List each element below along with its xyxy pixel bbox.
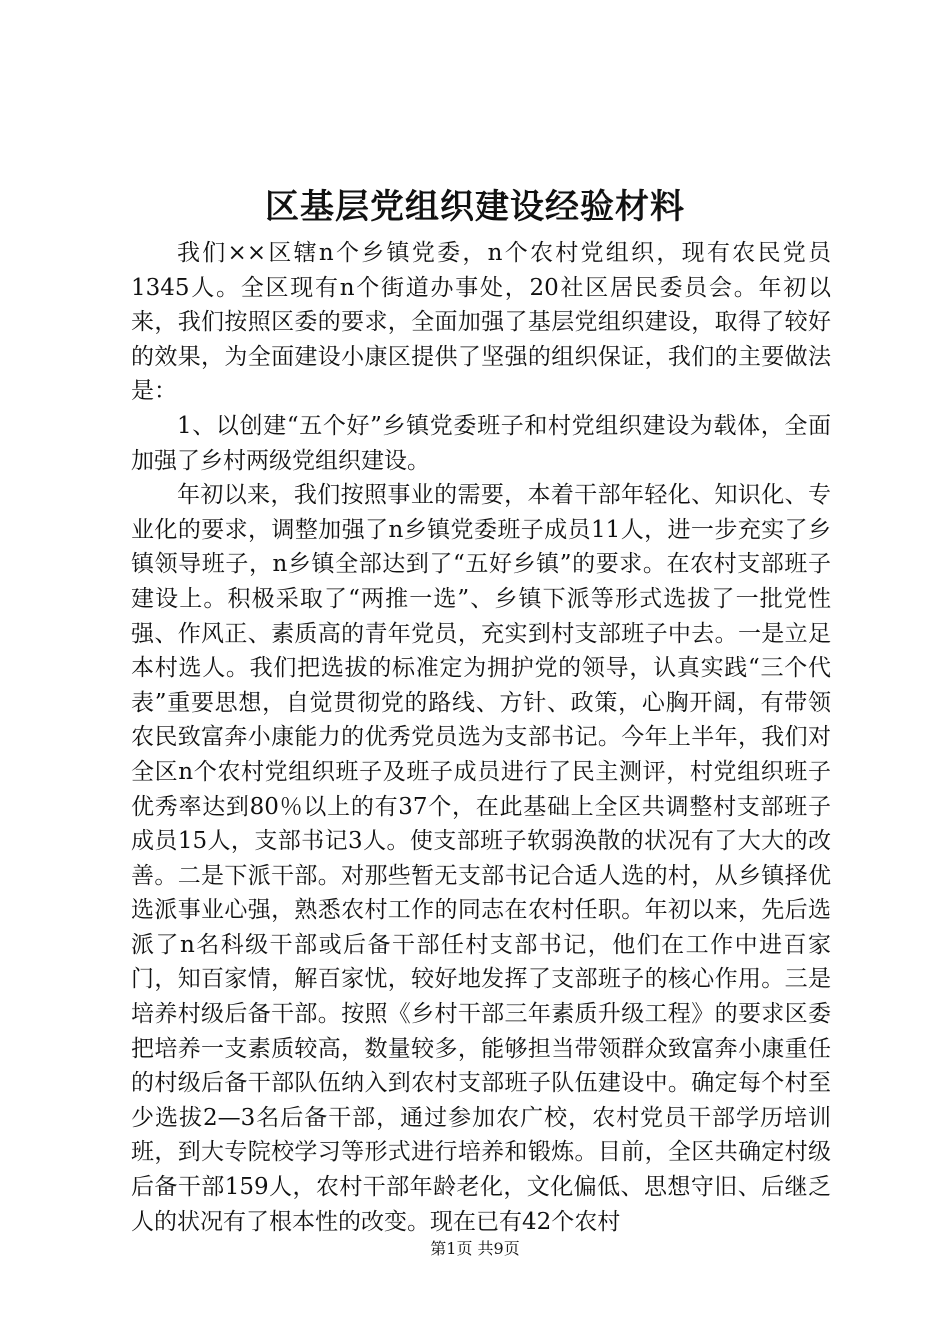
paragraph-intro: 我们××区辖n个乡镇党委，n个农村党组织，现有农民党员1345人。全区现有n个街道办事处，20社区居民委员会。年初以来，我们按照区委的要求，全面加强了基层党组织建设，取得了较好的效果，为全面建设小康区提供了坚强的组织保证，我们的主要做法是： xyxy=(131,240,831,405)
document-title: 区基层党组织建设经验材料 xyxy=(265,187,685,227)
paragraph-heading-1: 1、以创建“五个好”乡镇党委班子和村党组织建设为载体，全面加强了乡村两级党组织建设。 xyxy=(131,412,831,474)
paragraph-body-1: 年初以来，我们按照事业的需要，本着干部年轻化、知识化、专业化的要求，调整加强了n乡镇党委班子成员11人，进一步充实了乡镇领导班子，n乡镇全部达到了“五好乡镇”的要求。在农村支部班子建设上。积极采取了“两推一选”、乡镇下派等形式选拔了一批党性强、作风正、素质高的青年党员，充实到村支部班子中去。一是立足本村选人。我们把选拔的标准定为拥护党的领导，认真实践“三个代表”重要思想，自觉贯彻党的路线、方针、政策，心胸开阔，有带领农民致富奔小康能力的优秀党员选为支部书记。今年上半年，我们对全区n个农村党组织班子及班子成员进行了民主测评，村党组织班子优秀率达到80％以上的有37个，在此基础上全区共调整村支部班子成员15人，支部书记3人。使支部班子软弱涣散的状况有了大大的改善。二是下派干部。对那些暂无支部书记合适人选的村，从乡镇择优选派事业心强，熟悉农村工作的同志在农村任职。年初以来，先后选派了n名科级干部或后备干部任村支部书记，他们在工作中进百家门，知百家情，解百家忧，较好地发挥了支部班子的核心作用。三是培养村级后备干部。按照《乡村干部三年素质升级工程》的要求区委把培养一支素质较高，数量较多，能够担当带领群众致富奔小康重任的村级后备干部队伍纳入到农村支部班子队伍建设中。确定每个村至少选拔2—3名后备干部，通过参加农广校，农村党员干部学历培训班，到大专院校学习等形式进行培养和锻炼。目前，全区共确定村级后备干部159人，农村干部年龄老化，文化偏低、思想守旧、后继乏人的状况有了根本性的改变。现在已有42个农村 xyxy=(131,482,831,1235)
document-body xyxy=(131,236,831,1239)
page-footer: 第1页 共9页 xyxy=(430,1239,520,1258)
